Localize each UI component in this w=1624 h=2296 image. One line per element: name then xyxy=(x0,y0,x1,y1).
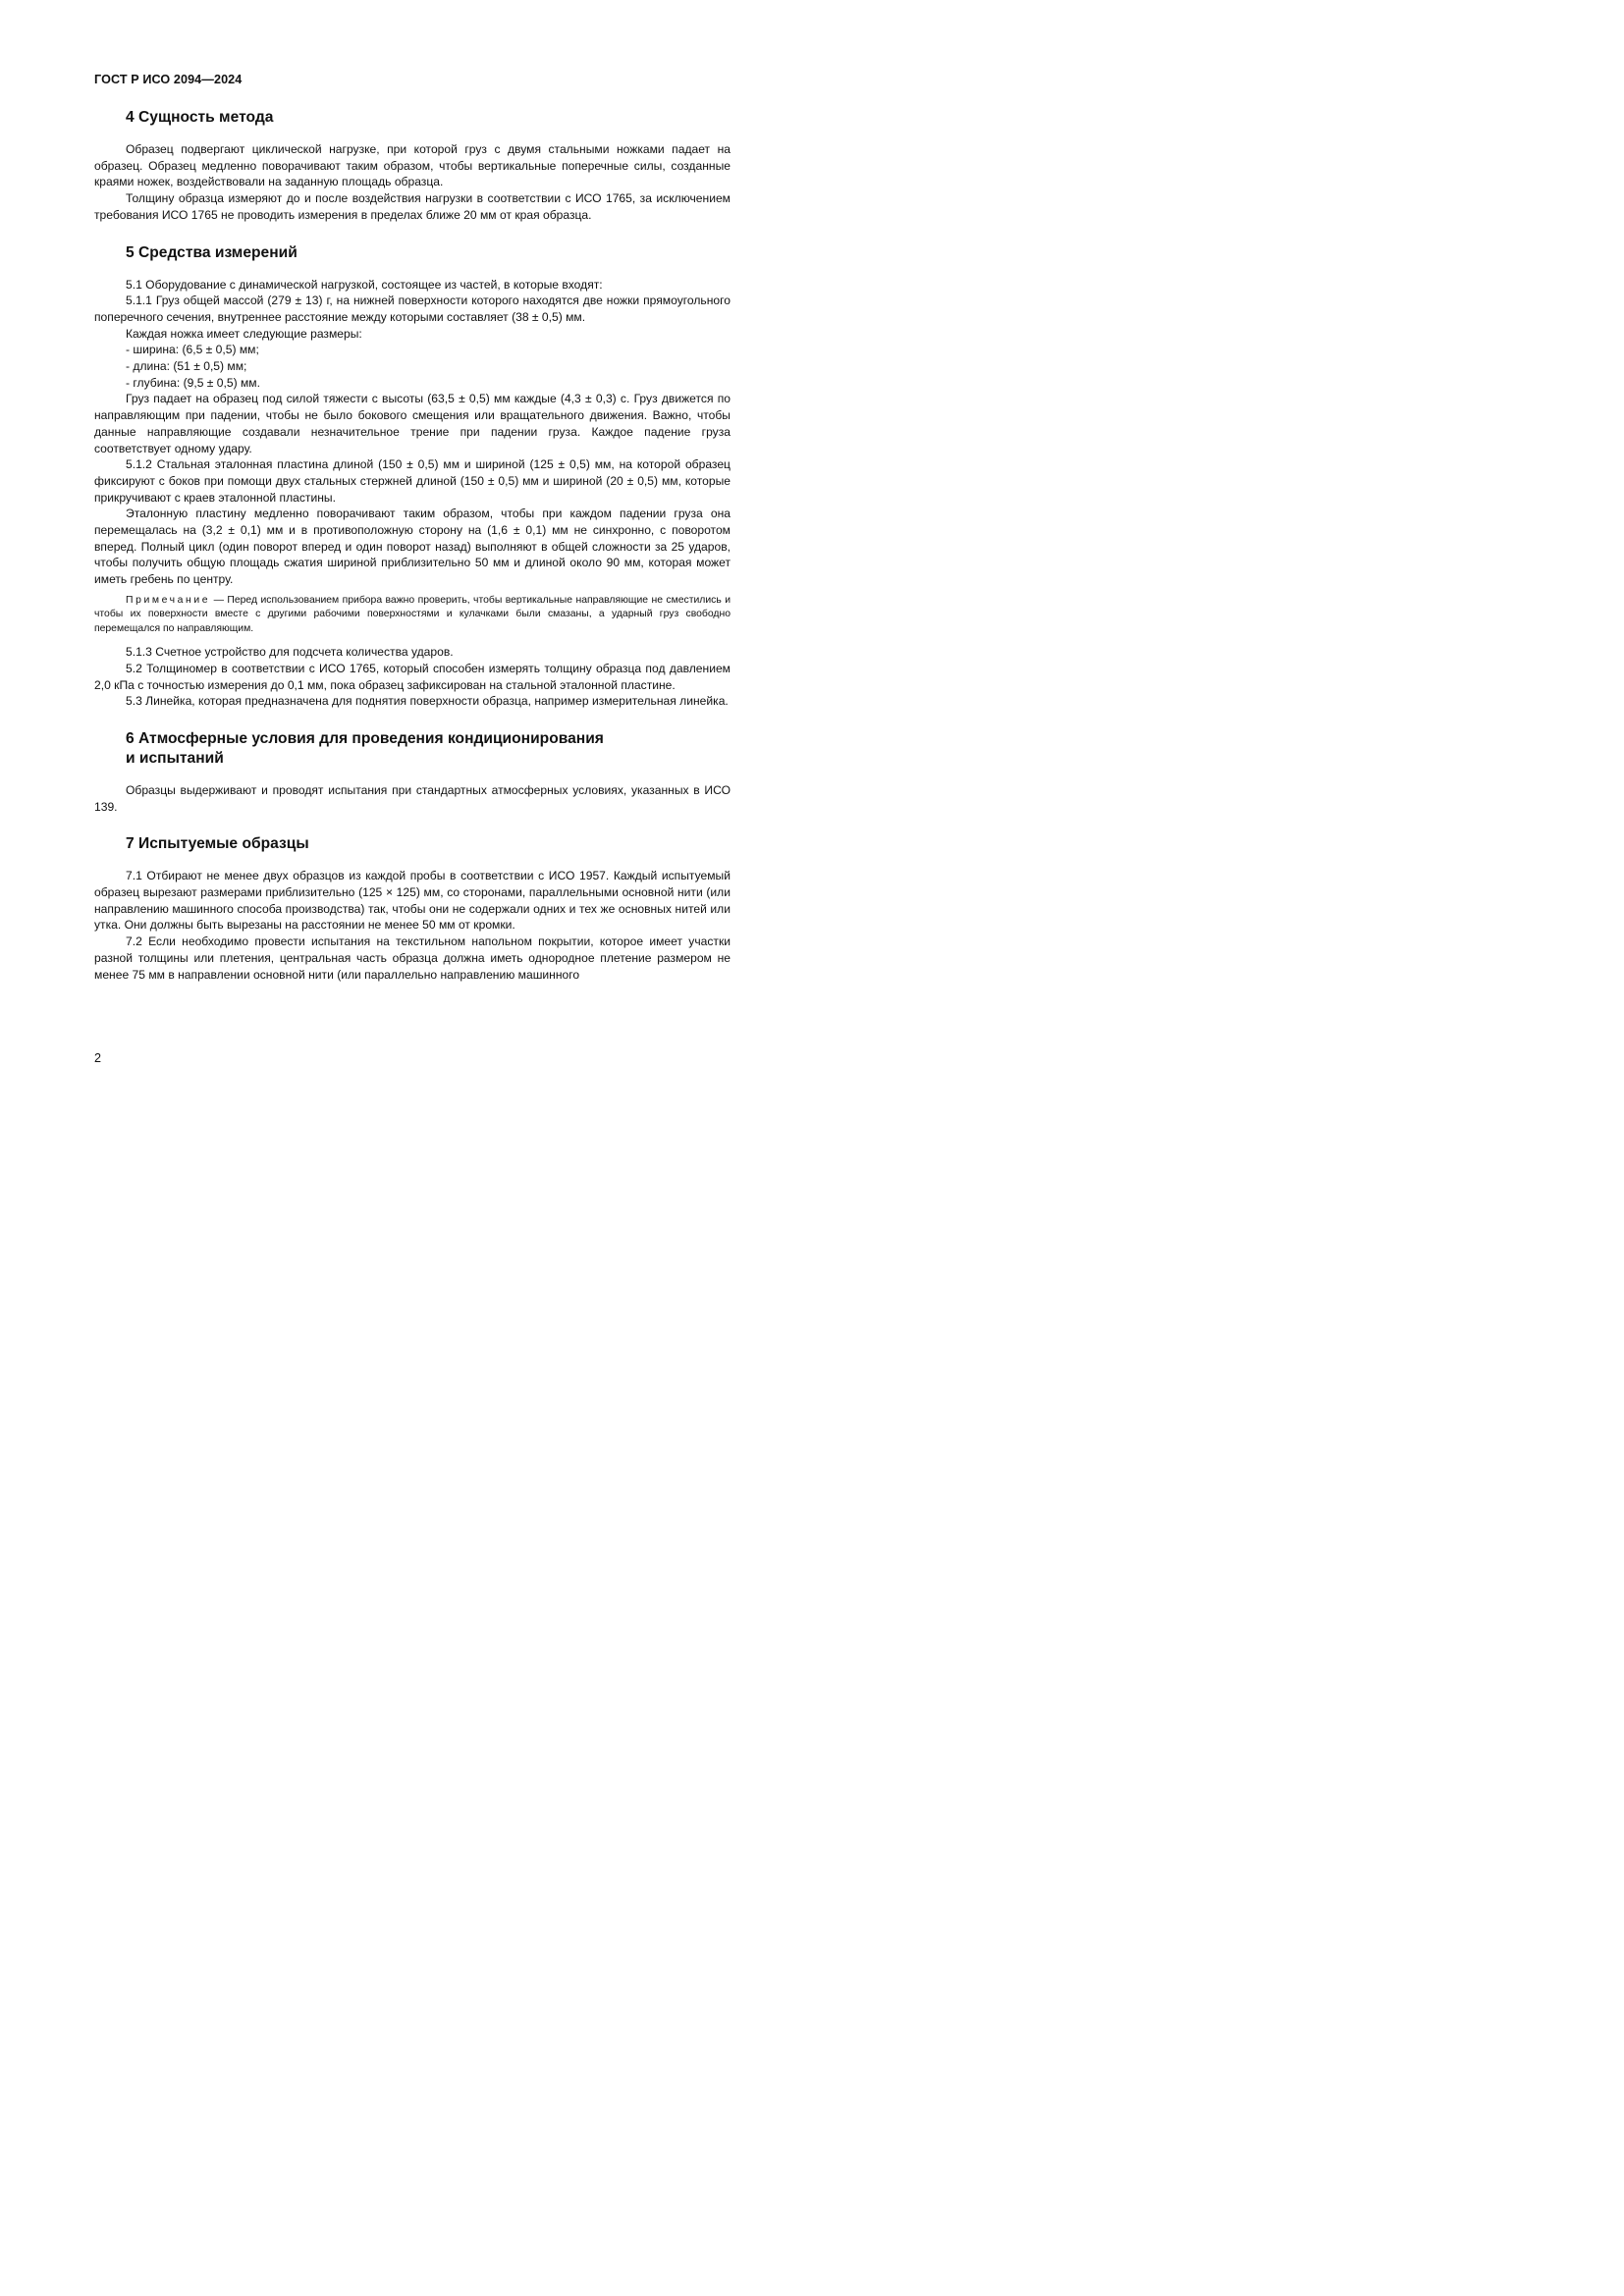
section-4-paragraph-1: Образец подвергают циклической нагрузке, при которой груз с двумя стальными ножками падает на образец. Образец медленно поворачивают таким образом, чтобы вертикальные поперечные силы, созданные краями ножек, воздействовали на заданную площадь образца. xyxy=(94,142,731,189)
leg-depth: - глубина: (9,5 ± 0,5) мм. xyxy=(126,375,260,390)
note-text: — Перед использованием прибора важно проверить, чтобы вертикальные направляющие не сместились и чтобы их поверхности вместе с другими рабочими поверхностями и кулачками были смазаны, а ударный груз свободно перемещался по направляющим. xyxy=(94,594,731,634)
section-6-title-line-1: 6 Атмосферные условия для проведения кондиционирования xyxy=(126,729,604,747)
clause-5-1-1: 5.1.1 Груз общей массой (279 ± 13) г, на нижней поверхности которого находятся две ножки прямоугольного поперечного сечения, внутреннее расстояние между которыми составляет (38 ± 0,5) мм. xyxy=(94,294,731,324)
note-label: Примечание xyxy=(126,594,211,606)
clause-5-1-2: 5.1.2 Стальная эталонная пластина длиной (150 ± 0,5) мм и шириной (125 ± 0,5) мм, на которой образец фиксируют с боков при помощи двух стальных стержней длиной (150 ± 0,5) мм и шириной (20 ± 0,5) мм, которые прикручивают с краев эталонной пластины. xyxy=(94,457,731,505)
clause-5-3: 5.3 Линейка, которая предназначена для поднятия поверхности образца, например измерительная линейка. xyxy=(126,694,729,709)
clause-5-1: 5.1 Оборудование с динамической нагрузкой, состоящее из частей, в которые входят: xyxy=(126,277,603,292)
leg-width: - ширина: (6,5 ± 0,5) мм; xyxy=(126,343,259,357)
document-id: ГОСТ Р ИСО 2094—2024 xyxy=(94,73,243,86)
section-6-paragraph: Образцы выдерживают и проводят испытания при стандартных атмосферных условиях, указанных в ИСО 139. xyxy=(94,782,731,814)
clause-5-1-3: 5.1.3 Счетное устройство для подсчета количества ударов. xyxy=(126,645,454,660)
page-number: 2 xyxy=(94,1051,102,1065)
clause-7-1: 7.1 Отбирают не менее двух образцов из каждой пробы в соответствии с ИСО 1957. Каждый испытуемый образец вырезают размерами приблизительно (125 × 125) мм, со сторонами, параллельными основной нити (или направлению машинного способа производства) так, чтобы они не содержали одних и тех же основных нитей или утка. Они должны быть вырезаны на расстоянии не менее 50 мм от кромки. xyxy=(94,869,731,933)
section-7-title: 7 Испытуемые образцы xyxy=(126,835,309,853)
section-5-title: 5 Средства измерений xyxy=(126,243,298,261)
section-6-title-line-2: и испытаний xyxy=(126,749,224,767)
page-content xyxy=(94,108,731,983)
leg-dimensions-intro: Каждая ножка имеет следующие размеры: xyxy=(126,326,362,341)
leg-length: - длина: (51 ± 0,5) мм; xyxy=(126,359,247,374)
plate-rotation-paragraph: Эталонную пластину медленно поворачивают таким образом, чтобы при каждом падении груза она перемещалась на (3,2 ± 0,1) мм и в противоположную сторону на (1,6 ± 0,1) мм не синхронно, с поворотом вперед. Полный цикл (один поворот вперед и один поворот назад) выполняют в общей сложности за 25 ударов, чтобы получить общую площадь сжатия шириной приблизительно 50 мм и длиной около 90 мм, которая может иметь гребень по центру. xyxy=(94,507,731,587)
note xyxy=(94,594,731,636)
section-6-title xyxy=(94,729,731,769)
weight-fall-paragraph: Груз падает на образец под силой тяжести с высоты (63,5 ± 0,5) мм каждые (4,3 ± 0,3) с. Груз движется по направляющим при падении, чтобы не было бокового смещения или вращательного движения. Важно, чтобы данные направляющие создавали незначительное трение при падении груза. Каждое падение груза соответствует одному удару. xyxy=(94,392,731,455)
section-4-paragraph-2: Толщину образца измеряют до и после воздействия нагрузки в соответствии с ИСО 1765, за исключением требования ИСО 1765 не проводить измерения в пределах ближе 20 мм от края образца. xyxy=(94,191,731,222)
section-4-title: 4 Сущность метода xyxy=(126,109,274,126)
clause-5-2: 5.2 Толщиномер в соответствии с ИСО 1765, который способен измерять толщину образца под давлением 2,0 кПа с точностью измерения до 0,1 мм, пока образец зафиксирован на стальной эталонной пластине. xyxy=(94,661,731,692)
clause-7-2: 7.2 Если необходимо провести испытания на текстильном напольном покрытии, которое имеет участки разной толщины или плетения, центральная часть образца должна иметь однородное плетение размером не менее 75 мм в направлении основной нити (или параллельно направлению машинного xyxy=(94,934,731,982)
